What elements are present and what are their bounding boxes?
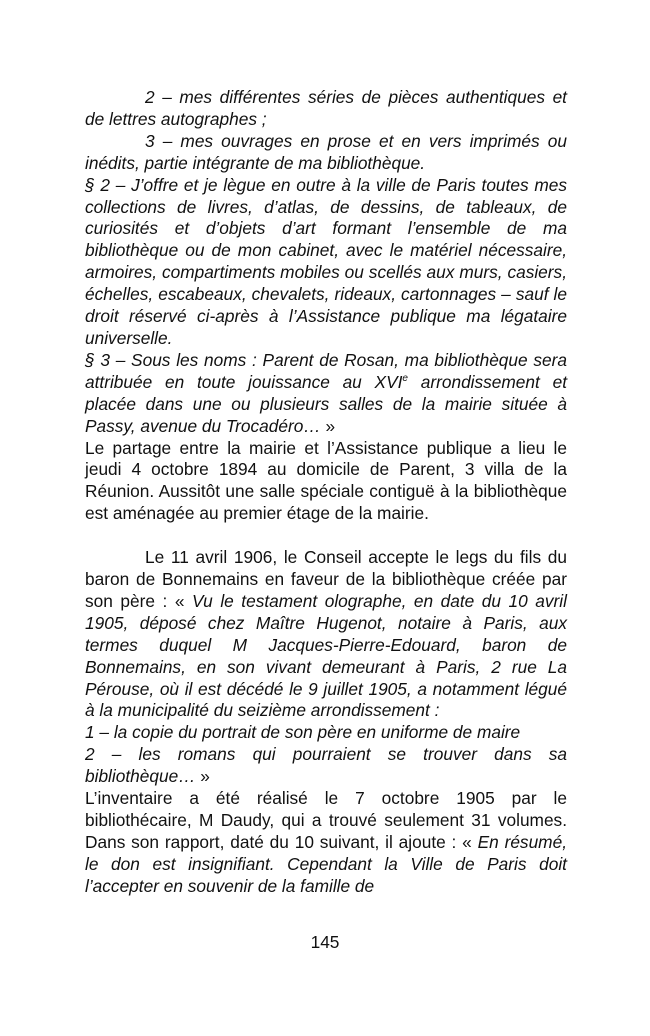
section-3-text-a: § 3 – Sous les noms : Parent de Rosan, ma bibliothèque sera attribuée en toute jouissance au XVI bbox=[85, 349, 567, 392]
inventaire-quote: En résumé, le don est insignifiant. Cependant la Ville de Paris doit l’accepter en souvenir de la famille de bbox=[85, 831, 567, 896]
paragraph-legs bbox=[85, 547, 567, 722]
section-3-text-b: arrondissement et placée dans une ou plusieurs salles de la mairie située à Passy, avenue du Trocadéro… bbox=[85, 371, 567, 436]
list-item-3: 3 – mes ouvrages en prose et en vers imprimés ou inédits, partie intégrante de ma bibliothèque. bbox=[85, 130, 567, 173]
legs-item-1: 1 – la copie du portrait de son père en uniforme de maire bbox=[85, 722, 521, 743]
inventaire-text: L’inventaire a été réalisé le 7 octobre 1905 par le bibliothécaire, M Daudy, qui a trouvé seulement 31 volumes. Dans son rapport, daté du 10 suivant, il ajoute : « bbox=[85, 788, 567, 852]
section-3 bbox=[85, 350, 567, 438]
legs-quote: Vu le testament olographe, en date du 10 avril 1905, déposé chez Maître Hugenot, notaire à Paris, aux termes duquel M Jacques-Pierre-Edouard, baron de Bonnemains, en son vivant demeurant à Paris, 2 rue La Pérouse, où il est décédé le 9 juillet 1905, a notamment légué à la municipalité du seizième arrondissement : bbox=[85, 590, 567, 721]
section-3-superscript: e bbox=[402, 373, 408, 385]
legs-item-2-text: 2 – les romans qui pourraient se trouver dans sa bibliothèque… bbox=[85, 744, 567, 787]
paragraph-gap bbox=[85, 525, 567, 547]
section-2: § 2 – J’offre et je lègue en outre à la ville de Paris toutes mes collections de livres, d’atlas, de dessins, de tableaux, de curiosités et d’objets d’art formant l’ensemble de ma bibliothèque ou de mon cabinet, avec le matériel nécessaire, armoires, compartiments mobiles ou scellés aux murs, casiers, échelles, escabeaux, chevalets, rideaux, cartonnages – sauf le droit réservé ci-après à l’Assistance publique ma légataire universelle. bbox=[85, 174, 567, 348]
section-3-close-quote: » bbox=[320, 415, 336, 436]
legs-item-2 bbox=[85, 744, 567, 788]
list-item-2: 2 – mes différentes séries de pièces authentiques et de lettres autographes ; bbox=[85, 87, 567, 129]
page-body bbox=[85, 87, 567, 898]
page-number: 145 bbox=[310, 932, 340, 952]
paragraph-inventaire bbox=[85, 788, 567, 898]
legs-close-quote: » bbox=[195, 766, 210, 787]
paragraph-partage: Le partage entre la mairie et l’Assistance publique a lieu le jeudi 4 octobre 1894 au domicile de Parent, 3 villa de la Réunion. Aussitôt une salle spéciale contiguë à la bibliothèque est aménagée au premier étage de la mairie. bbox=[85, 437, 567, 524]
legs-intro: Le 11 avril 1906, le Conseil accepte le legs du fils du baron de Bonnemains en faveur de la bibliothèque créée par son père : « bbox=[85, 547, 567, 611]
